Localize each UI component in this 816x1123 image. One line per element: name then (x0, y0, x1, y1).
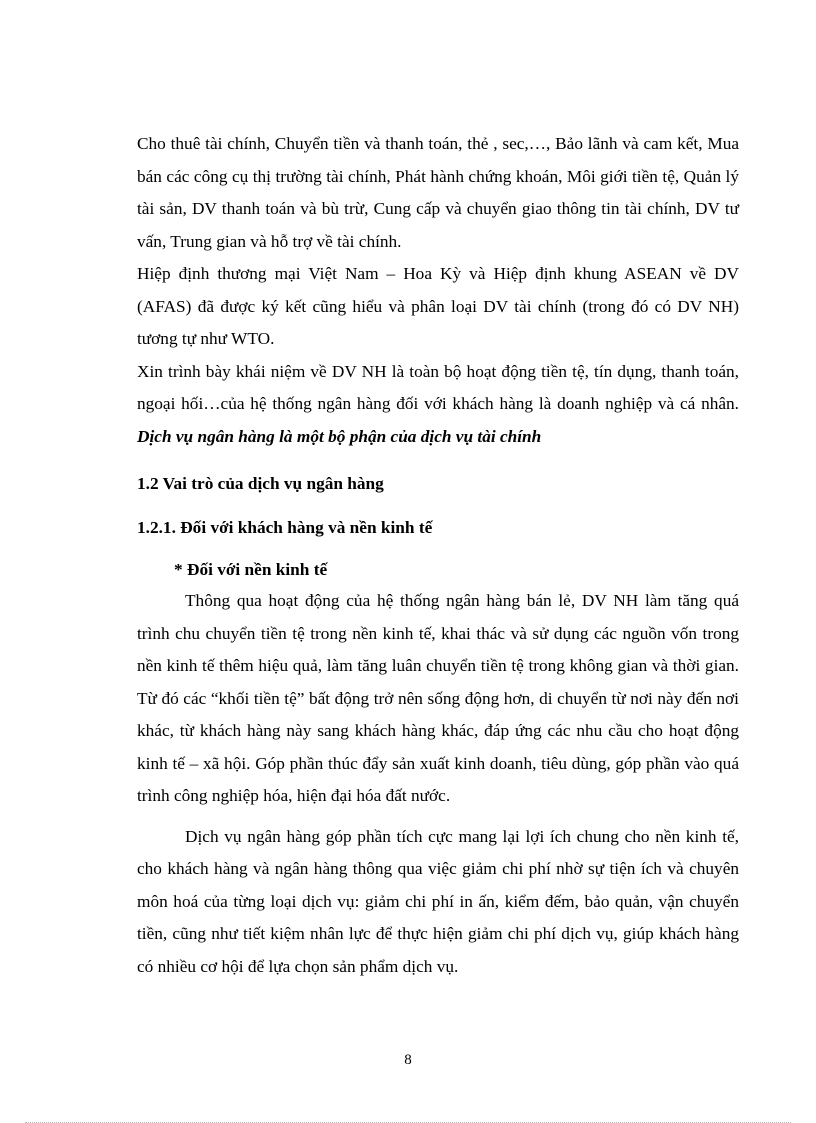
paragraph-shared-benefits: Dịch vụ ngân hàng góp phần tích cực mang lại lợi ích chung cho nền kinh tế, cho khách hàng và ngân hàng thông qua việc giảm chi phí nhờ sự tiện ích và chuyên môn hoá của từng loại dịch vụ: giảm chi phí in ấn, kiểm đếm, bảo quản, vận chuyển tiền, cũng như tiết kiệm nhân lực để thực hiện giảm chi phí dịch vụ, giúp khách hàng có nhiều cơ hội để lựa chọn sản phẩm dịch vụ. (137, 826, 739, 976)
paragraph-banking-service-concept (137, 356, 739, 454)
paragraph-trade-agreements: Hiệp định thương mại Việt Nam – Hoa Kỳ và Hiệp định khung ASEAN về DV (AFAS) đã được ký kết cũng hiểu và phân loại DV tài chính (trong đó có DV NH) tương tự như WTO. (137, 264, 739, 348)
bullet-heading: * Đối với nền kinh tế (174, 560, 328, 579)
emphasis-text: Dịch vụ ngân hàng là một bộ phận của dịch vụ tài chính (137, 426, 542, 446)
paragraph-financial-services-list: Cho thuê tài chính, Chuyển tiền và thanh toán, thẻ , sec,…, Bảo lãnh và cam kết, Mua bán các công cụ thị trường tài chính, Phát hành chứng khoán, Môi giới tiền tệ, Quản lý tài sản, DV thanh toán và bù trừ, Cung cấp và chuyển giao thông tin tài chính, DV tư vấn, Trung gian và hỗ trợ về tài chính. (137, 134, 739, 251)
paragraph-economy-role: Thông qua hoạt động của hệ thống ngân hàng bán lẻ, DV NH làm tăng quá trình chu chuyển tiền tệ trong nền kinh tế, khai thác và sử dụng các nguồn vốn trong nền kinh tế thêm hiệu quả, làm tăng luân chuyển tiền tệ trong không gian và thời gian. Từ đó các “khối tiền tệ” bất động trở nên sống động hơn, di chuyển từ nơi này đến nơi khác, từ khách hàng này sang khách hàng khác, đáp ứng các nhu cầu cho hoạt động kinh tế – xã hội. Góp phần thúc đẩy sản xuất kinh doanh, tiêu dùng, góp phần vào quá trình công nghiệp hóa, hiện đại hóa đất nước. (137, 591, 739, 805)
page-number: 8 (404, 1052, 412, 1068)
page-content (137, 128, 739, 983)
section-heading: 1.2 Vai trò của dịch vụ ngân hàng (137, 474, 384, 493)
subsection-heading: 1.2.1. Đối với khách hàng và nền kinh tế (137, 518, 433, 537)
concept-text: Xin trình bày khái niệm về DV NH là toàn bộ hoạt động tiền tệ, tín dụng, thanh toán, ngoại hối…của hệ thống ngân hàng đối với khách hàng là doanh nghiệp và cá nhân. (137, 361, 739, 413)
